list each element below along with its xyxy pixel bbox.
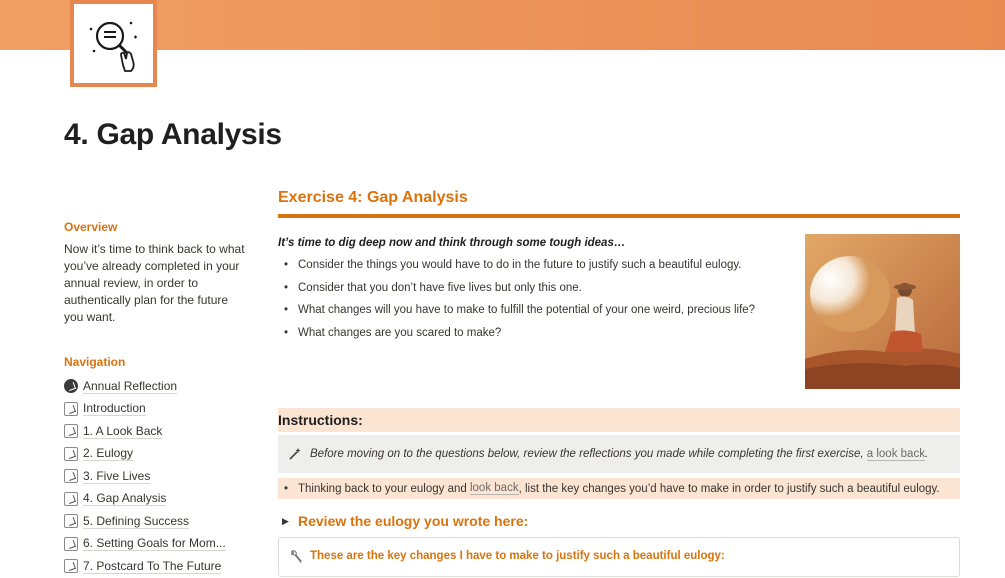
instructions-callout [278, 435, 960, 473]
toggle-arrow-icon[interactable]: ▶ [282, 515, 289, 526]
exercise-divider [278, 214, 960, 218]
instructions-heading-box [278, 408, 960, 432]
instructions-bullet: • Thinking back to your eulogy and look back , list the key changes you’d have to make in order to justify such a beautiful eulogy. [278, 478, 960, 499]
callout-suffix: . [924, 448, 929, 460]
nav-item-label: Introduction [83, 401, 146, 416]
bullet-suffix: , list the key changes you’d have to make in order to justify such a beautiful eulogy. [518, 482, 940, 495]
page-link-icon [64, 469, 78, 483]
nav-item-postcard[interactable] [64, 555, 226, 578]
bullet-text: Thinking back to your eulogy and [298, 482, 467, 495]
page-link-icon [64, 447, 78, 461]
magic-wand-icon [288, 447, 302, 461]
exercise-bullets [284, 257, 755, 347]
nav-item-gap-analysis[interactable] [64, 488, 226, 511]
look-back-link[interactable]: look back [469, 482, 519, 494]
nav-item-label: 2. Eulogy [83, 446, 134, 461]
key-changes-callout [278, 537, 960, 577]
nav-item-label: 7. Postcard To The Future [83, 558, 222, 573]
review-eulogy-toggle[interactable] [282, 513, 528, 529]
page-link-icon [64, 402, 78, 416]
page-link-icon [64, 559, 78, 573]
a-look-back-link[interactable]: a look back [866, 448, 925, 460]
nav-item-label: 1. A Look Back [83, 423, 163, 438]
nav-item-introduction[interactable] [64, 398, 226, 421]
nav-item-a-look-back[interactable] [64, 420, 226, 443]
list-item: • Consider the things you would have to do in the future to justify such a beautiful eulogy. [284, 257, 755, 280]
nav-item-label: 5. Defining Success [83, 513, 190, 528]
overview-text: Now it’s time to think back to what you’ve already completed in your annual review, in order to authentically plan for the future you want. [64, 242, 245, 324]
navigation-list [64, 375, 226, 578]
nav-item-defining-success[interactable] [64, 510, 226, 533]
navigation-heading: Navigation [64, 355, 126, 369]
exercise-lead: It’s time to dig deep now and think through some tough ideas… [278, 237, 626, 249]
list-item: • Consider that you don’t have five lives but only this one. [284, 280, 755, 303]
nav-item-eulogy[interactable] [64, 443, 226, 466]
nav-item-label: Annual Reflection [83, 378, 178, 393]
nav-item-five-lives[interactable] [64, 465, 226, 488]
exercise-title: Exercise 4: Gap Analysis [278, 189, 468, 206]
list-item: • What changes will you have to make to fulfill the potential of your one weird, precious life? [284, 302, 755, 325]
key-changes-label: These are the key changes I have to make to justify such a beautiful eulogy: [310, 550, 725, 562]
nav-item-label: 4. Gap Analysis [83, 491, 167, 506]
toggle-label: Review the eulogy you wrote here: [298, 513, 529, 529]
nav-item-setting-goals[interactable] [64, 533, 226, 556]
overview-heading: Overview [64, 220, 118, 234]
list-item: • What changes are you scared to make? [284, 325, 755, 348]
page-link-icon [64, 537, 78, 551]
page-link-icon [64, 492, 78, 506]
cave-woman-photo [805, 234, 960, 389]
page-title: 4. Gap Analysis [64, 118, 282, 151]
callout-text: Before moving on to the questions below, review the reflections you made while completing the first exercise, [310, 448, 867, 460]
page-icon[interactable] [70, 0, 157, 87]
page-link-icon [64, 424, 78, 438]
wrench-icon [289, 550, 302, 563]
nav-item-annual-reflection[interactable] [64, 375, 226, 398]
page-link-icon [64, 514, 78, 528]
nav-item-label: 6. Setting Goals for Mom... [83, 536, 226, 551]
nav-item-label: 3. Five Lives [83, 468, 151, 483]
instructions-heading: Instructions: [278, 412, 363, 428]
magnifier-search-icon [79, 9, 149, 79]
notion-icon [64, 379, 78, 393]
